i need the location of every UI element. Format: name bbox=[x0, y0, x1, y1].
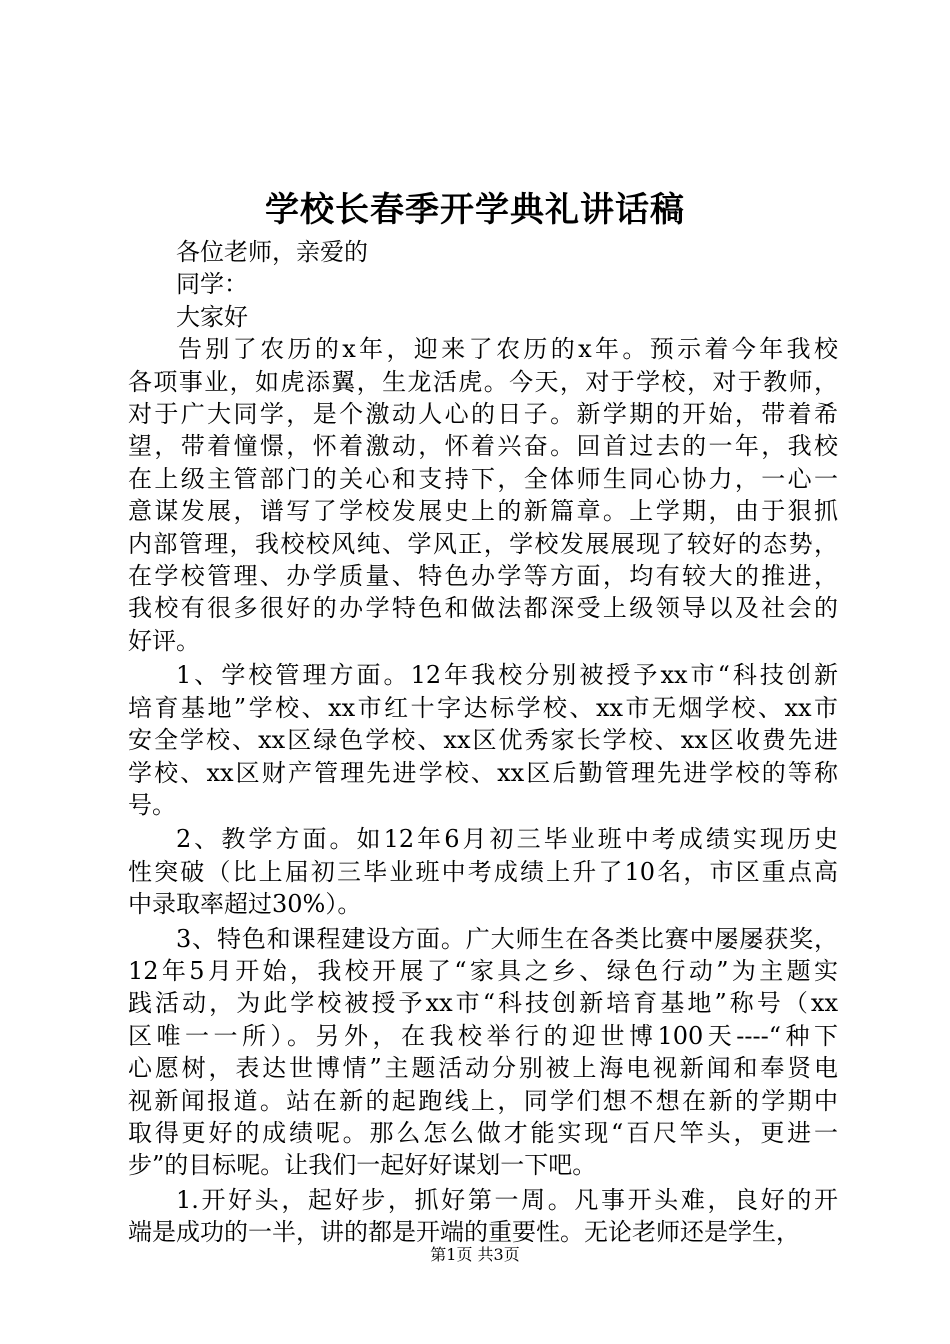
paragraph bbox=[128, 1184, 838, 1249]
greeting-line: 大家好 bbox=[176, 302, 248, 331]
page-footer: 第1页 共3页 bbox=[430, 1245, 520, 1264]
greeting-line: 同学： bbox=[176, 270, 248, 299]
paragraph bbox=[128, 333, 838, 657]
paragraph bbox=[128, 659, 838, 821]
paragraph-line: 对于广大同学，是个激动人心的日子。新学期的开始，带着希 bbox=[128, 400, 838, 429]
paragraph-line: 1、学校管理方面。12年我校分别被授予xx市“科技创新 bbox=[176, 661, 838, 690]
paragraph-line: 取得更好的成绩呢。那么怎么做才能实现“百尺竿头，更进一 bbox=[128, 1118, 838, 1147]
paragraph-line: 3、特色和课程建设方面。广大师生在各类比赛中屡屡获奖， bbox=[176, 924, 838, 953]
document-body bbox=[128, 236, 838, 1249]
document-title: 学校长春季开学典礼讲话稿 bbox=[265, 190, 685, 230]
paragraph-line: 告别了农历的x年，迎来了农历的x年。预示着今年我校 bbox=[178, 335, 838, 364]
paragraph-line: 中录取率超过30%）。 bbox=[128, 890, 362, 919]
paragraph-line: 我校有很多很好的办学特色和做法都深受上级领导以及社会的 bbox=[128, 594, 838, 623]
paragraph-line: 1.开好头，起好步，抓好第一周。凡事开头难，良好的开 bbox=[176, 1185, 838, 1214]
greeting-line: 各位老师，亲爱的 bbox=[176, 238, 368, 266]
paragraph-line: 性突破（比上届初三毕业班中考成绩上升了10名，市区重点高 bbox=[128, 857, 838, 886]
paragraph-line: 视新闻报道。站在新的起跑线上，同学们想不想在新的学期中 bbox=[128, 1086, 838, 1115]
paragraph-line: 在上级主管部门的关心和支持下，全体师生同心协力，一心一 bbox=[128, 464, 838, 493]
paragraph-line: 好评。 bbox=[128, 626, 200, 655]
paragraph-line: 步”的目标呢。让我们一起好好谋划一下吧。 bbox=[128, 1151, 597, 1180]
paragraph-line: 端是成功的一半，讲的都是开端的重要性。无论老师还是学生， bbox=[128, 1218, 800, 1247]
paragraph-line: 12年5月开始，我校开展了“家具之乡、绿色行动”为主题实 bbox=[128, 956, 838, 985]
paragraph bbox=[128, 923, 838, 1182]
paragraph-line: 号。 bbox=[128, 790, 176, 819]
paragraph bbox=[128, 823, 838, 920]
paragraph-line: 在学校管理、办学质量、特色办学等方面，均有较大的推进， bbox=[128, 562, 838, 591]
paragraph-line: 心愿树，表达世博情”主题活动分别被上海电视新闻和奉贤电 bbox=[128, 1054, 838, 1083]
paragraph-line: 学校、xx区财产管理先进学校、xx区后勤管理先进学校的等称 bbox=[128, 758, 838, 787]
paragraph-line: 各项事业，如虎添翼，生龙活虎。今天，对于学校，对于教师， bbox=[128, 367, 838, 396]
paragraph-line: 望，带着憧憬，怀着激动，怀着兴奋。回首过去的一年，我校 bbox=[128, 432, 838, 461]
paragraph-line: 内部管理，我校校风纯、学风正，学校发展展现了较好的态势， bbox=[128, 529, 838, 558]
paragraph-line: 2、教学方面。如12年6月初三毕业班中考成绩实现历史 bbox=[176, 825, 838, 854]
paragraph-line: 区唯一一所）。另外，在我校举行的迎世博100天----“种下 bbox=[128, 1021, 838, 1050]
paragraph-line: 意谋发展，谱写了学校发展史上的新篇章。上学期，由于狠抓 bbox=[128, 497, 838, 526]
paragraph-line: 安全学校、xx区绿色学校、xx区优秀家长学校、xx区收费先进 bbox=[128, 726, 838, 755]
paragraph-line: 践活动，为此学校被授予xx市“科技创新培育基地”称号（xx bbox=[128, 989, 838, 1018]
paragraph-line: 培育基地”学校、xx市红十字达标学校、xx市无烟学校、xx市 bbox=[128, 693, 838, 722]
